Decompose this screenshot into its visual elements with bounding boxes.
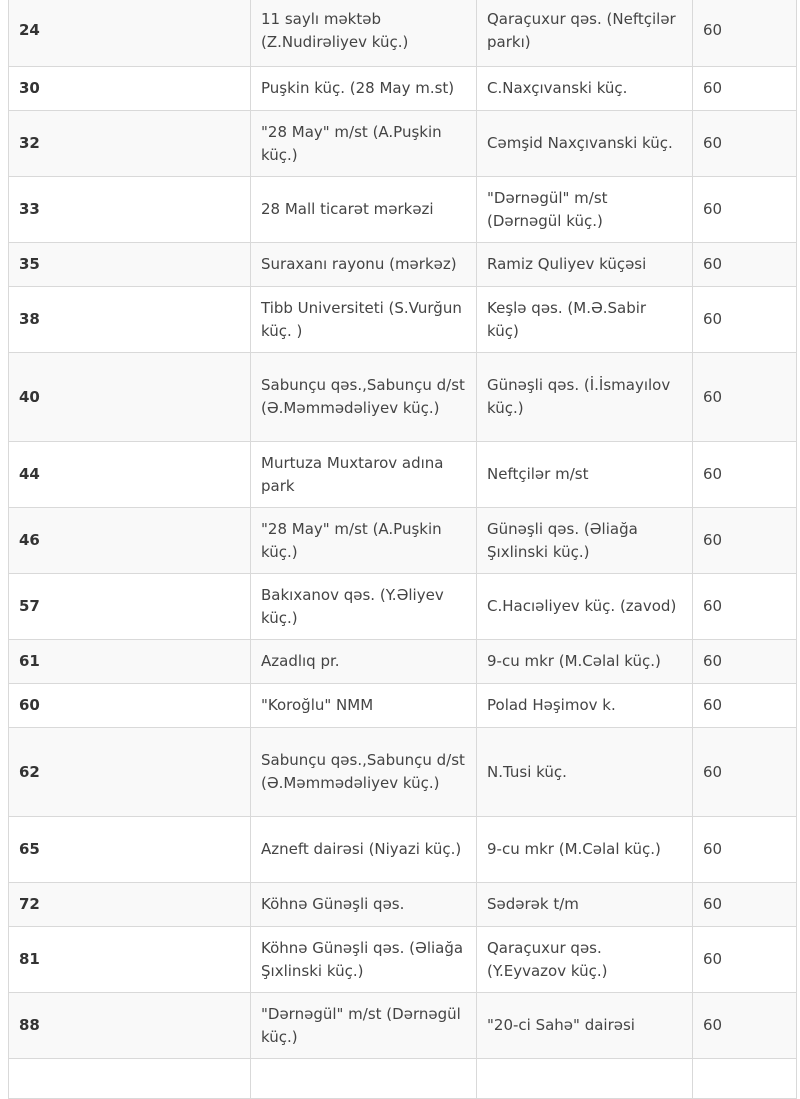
- route-end-cell: 9-cu mkr (M.Cəlal küç.): [477, 817, 693, 883]
- table-row: [9, 177, 797, 243]
- route-number-cell: 32: [9, 111, 251, 177]
- interval-cell: 60: [693, 287, 797, 353]
- route-end-cell: Polad Həşimov k.: [477, 684, 693, 728]
- route-number-cell: 62: [9, 728, 251, 817]
- route-start-cell: 28 Mall ticarət mərkəzi: [251, 177, 477, 243]
- route-start-cell: "28 May" m/st (A.Puşkin küç.): [251, 111, 477, 177]
- route-number-cell: 65: [9, 817, 251, 883]
- table-row: [9, 1059, 797, 1099]
- route-number-cell: 40: [9, 353, 251, 442]
- table-row: [9, 442, 797, 508]
- table-row: [9, 640, 797, 684]
- route-number-cell: 88: [9, 993, 251, 1059]
- route-start-cell: Tibb Universiteti (S.Vurğun küç. ): [251, 287, 477, 353]
- table-row: [9, 0, 797, 67]
- route-number-cell: 60: [9, 684, 251, 728]
- route-end-cell: "Dərnəgül" m/st (Dərnəgül küç.): [477, 177, 693, 243]
- route-start-cell: "Koroğlu" NMM: [251, 684, 477, 728]
- bus-routes-table: [8, 0, 797, 1099]
- interval-cell: 60: [693, 684, 797, 728]
- interval-cell: 60: [693, 993, 797, 1059]
- route-start-cell: "28 May" m/st (A.Puşkin küç.): [251, 508, 477, 574]
- interval-cell: 60: [693, 883, 797, 927]
- route-end-cell: Günəşli qəs. (Əliağa Şıxlinski küç.): [477, 508, 693, 574]
- route-start-cell: [251, 1059, 477, 1099]
- interval-cell: 60: [693, 574, 797, 640]
- table-row: [9, 927, 797, 993]
- interval-cell: 60: [693, 67, 797, 111]
- route-start-cell: 11 saylı məktəb (Z.Nudirəliyev küç.): [251, 0, 477, 67]
- table-row: [9, 574, 797, 640]
- route-end-cell: Neftçilər m/st: [477, 442, 693, 508]
- table-row: [9, 817, 797, 883]
- table-body: [9, 0, 797, 1099]
- route-end-cell: Qaraçuxur qəs. (Y.Eyvazov küç.): [477, 927, 693, 993]
- interval-cell: 60: [693, 508, 797, 574]
- route-start-cell: Azadlıq pr.: [251, 640, 477, 684]
- route-start-cell: Sabunçu qəs.,Sabunçu d/st (Ə.Məmmədəliyev küç.): [251, 353, 477, 442]
- table-row: [9, 243, 797, 287]
- route-number-cell: 35: [9, 243, 251, 287]
- route-start-cell: Sabunçu qəs.,Sabunçu d/st (Ə.Məmmədəliyev küç.): [251, 728, 477, 817]
- route-end-cell: Ramiz Quliyev küçəsi: [477, 243, 693, 287]
- route-start-cell: Bakıxanov qəs. (Y.Əliyev küç.): [251, 574, 477, 640]
- route-end-cell: Qaraçuxur qəs. (Neftçilər parkı): [477, 0, 693, 67]
- route-end-cell: 9-cu mkr (M.Cəlal küç.): [477, 640, 693, 684]
- table-row: [9, 111, 797, 177]
- interval-cell: 60: [693, 177, 797, 243]
- table-row: [9, 993, 797, 1059]
- table-row: [9, 353, 797, 442]
- table-row: [9, 67, 797, 111]
- route-end-cell: N.Tusi küç.: [477, 728, 693, 817]
- route-end-cell: Keşlə qəs. (M.Ə.Sabir küç): [477, 287, 693, 353]
- interval-cell: 60: [693, 817, 797, 883]
- route-number-cell: 46: [9, 508, 251, 574]
- interval-cell: 60: [693, 927, 797, 993]
- route-end-cell: "20-ci Sahə" dairəsi: [477, 993, 693, 1059]
- route-start-cell: Köhnə Günəşli qəs. (Əliağa Şıxlinski küç.): [251, 927, 477, 993]
- route-end-cell: C.Hacıəliyev küç. (zavod): [477, 574, 693, 640]
- table-row: [9, 684, 797, 728]
- table-row: [9, 287, 797, 353]
- route-start-cell: Murtuza Muxtarov adına park: [251, 442, 477, 508]
- table-row: [9, 728, 797, 817]
- table-row: [9, 883, 797, 927]
- route-number-cell: 44: [9, 442, 251, 508]
- interval-cell: 60: [693, 243, 797, 287]
- route-start-cell: Köhnə Günəşli qəs.: [251, 883, 477, 927]
- route-end-cell: Sədərək t/m: [477, 883, 693, 927]
- interval-cell: 60: [693, 640, 797, 684]
- route-number-cell: [9, 1059, 251, 1099]
- route-number-cell: 24: [9, 0, 251, 67]
- route-number-cell: 33: [9, 177, 251, 243]
- table-row: [9, 508, 797, 574]
- route-end-cell: Cəmşid Naxçıvanski küç.: [477, 111, 693, 177]
- route-start-cell: Suraxanı rayonu (mərkəz): [251, 243, 477, 287]
- route-number-cell: 38: [9, 287, 251, 353]
- interval-cell: 60: [693, 0, 797, 67]
- route-end-cell: C.Naxçıvanski küç.: [477, 67, 693, 111]
- route-number-cell: 57: [9, 574, 251, 640]
- interval-cell: 60: [693, 353, 797, 442]
- route-end-cell: [477, 1059, 693, 1099]
- interval-cell: 60: [693, 728, 797, 817]
- interval-cell: 60: [693, 111, 797, 177]
- route-start-cell: Puşkin küç. (28 May m.st): [251, 67, 477, 111]
- route-start-cell: "Dərnəgül" m/st (Dərnəgül küç.): [251, 993, 477, 1059]
- route-number-cell: 72: [9, 883, 251, 927]
- route-start-cell: Azneft dairəsi (Niyazi küç.): [251, 817, 477, 883]
- route-number-cell: 61: [9, 640, 251, 684]
- route-number-cell: 81: [9, 927, 251, 993]
- interval-cell: 60: [693, 442, 797, 508]
- interval-cell: [693, 1059, 797, 1099]
- route-end-cell: Günəşli qəs. (İ.İsmayılov küç.): [477, 353, 693, 442]
- route-number-cell: 30: [9, 67, 251, 111]
